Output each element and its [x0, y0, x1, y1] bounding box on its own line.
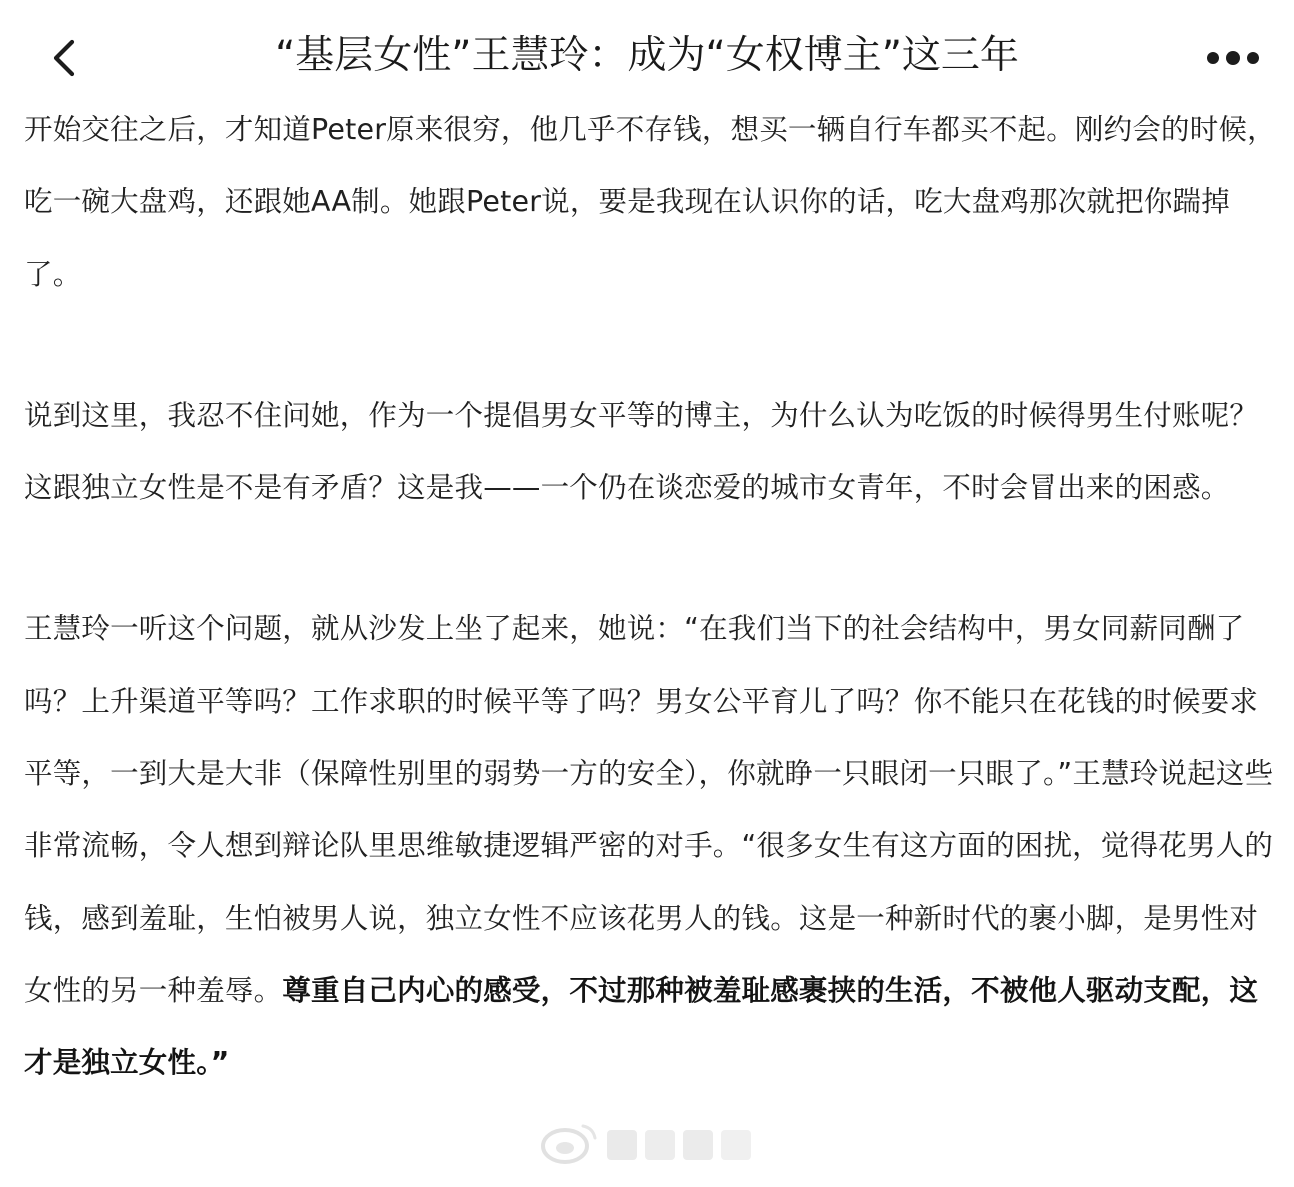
more-dots-icon [1198, 36, 1268, 80]
page-title: “基层女性”王慧玲：成为“女权博主”这三年 [275, 33, 1019, 78]
chevron-left-icon [40, 30, 90, 86]
paragraph-3-bold-text: 尊重自己内心的感受，不过那种被羞耻感裹挟的生活，不被他人驱动支配，这才是独立女性。” [24, 973, 1259, 1080]
more-button[interactable] [1198, 36, 1268, 80]
paragraph-1: 开始交往之后，才知道Peter原来很穷，他几乎不存钱，想买一辆自行车都买不起。刚约会的时候，吃一碗大盘鸡，还跟她AA制。她跟Peter说，要是我现在认识你的话，吃大盘鸡那次就把你踹掉了。 [24, 113, 1276, 291]
paragraph-2: 说到这里，我忍不住问她，作为一个提倡男女平等的博主，为什么认为吃饭的时候得男生付账呢？这跟独立女性是不是有矛盾？这是我——一个仍在谈恋爱的城市女青年，不时会冒出来的困惑。 [24, 398, 1259, 505]
back-button[interactable] [40, 30, 90, 86]
article-body [24, 94, 1276, 1100]
paragraph-3-text: 王慧玲一听这个问题，就从沙发上坐了起来，她说：“在我们当下的社会结构中，男女同薪同酬了吗？上升渠道平等吗？工作求职的时候平等了吗？男女公平育儿了吗？你不能只在花钱的时候要求平等，一到大是大非（保障性别里的弱势一方的安全），你就睁一只眼闭一只眼了。”王慧玲说起这些非常流畅，令人想到辩论队里思维敏捷逻辑严密的对手。“很多女生有这方面的困扰，觉得花男人的钱，感到羞耻，生怕被男人说，独立女性不应该花男人的钱。这是一种新时代的裹小脚，是男性对女性的另一种羞辱。 [24, 612, 1274, 1007]
weibo-watermark-icon [525, 1112, 775, 1178]
paragraph-3 [24, 593, 1276, 1099]
